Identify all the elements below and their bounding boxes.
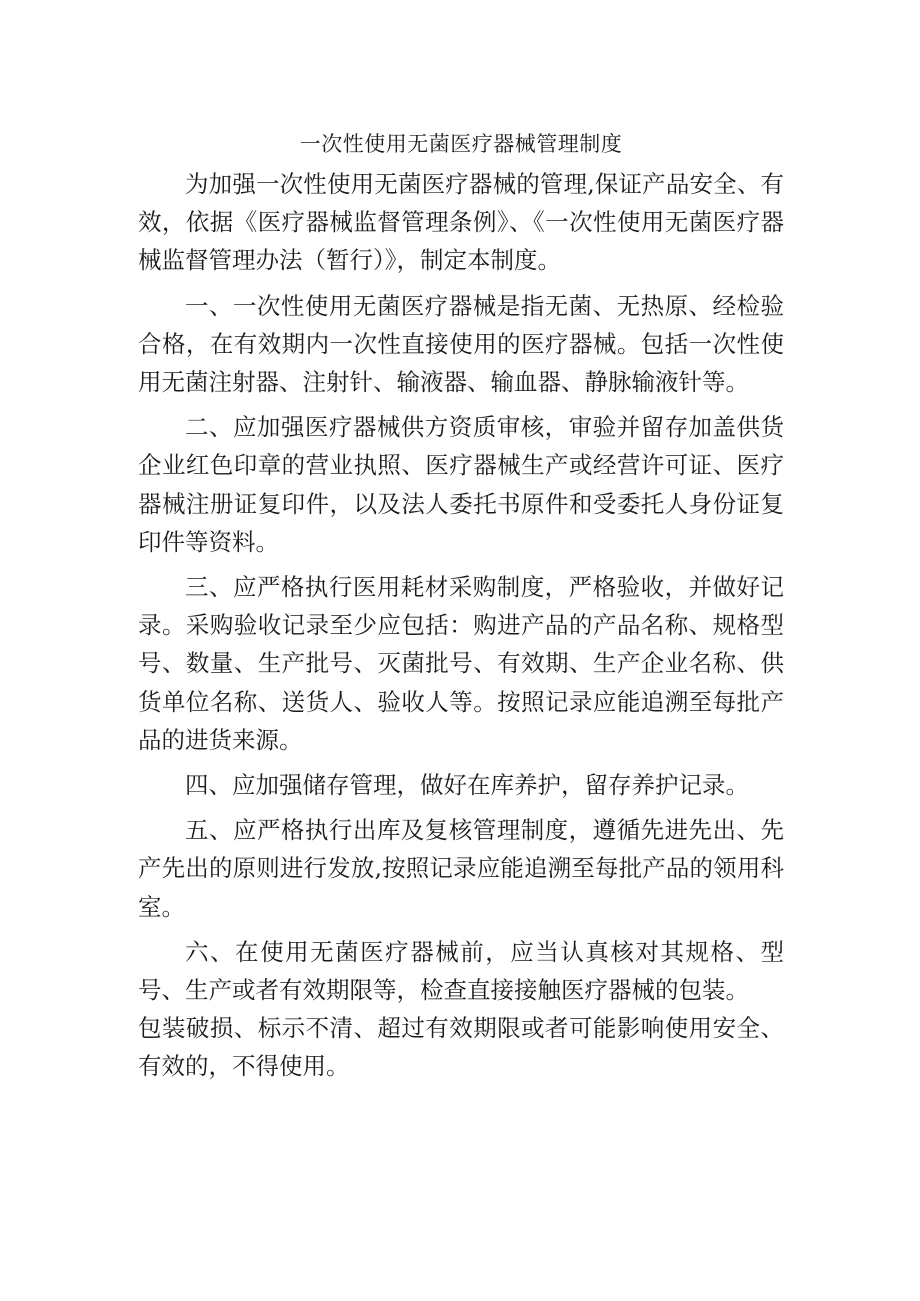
paragraph-1: 一、一次性使用无菌医疗器械是指无菌、无热原、经检验合格，在有效期内一次性直接使用的医疗器械。包括一次性使用无菌注射器、注射针、输液器、输血器、静脉输液针等。 xyxy=(138,291,784,397)
paragraph-6-continuation: 包装破损、标示不清、超过有效期限或者可能影响使用安全、有效的，不得使用。 xyxy=(138,1014,784,1081)
paragraph-4: 四、应加强储存管理，做好在库养护，留存养护记录。 xyxy=(185,771,749,800)
paragraph-3: 三、应严格执行医用耗材采购制度，严格验收，并做好记录。采购验收记录至少应包括：购进产品的产品名称、规格型号、数量、生产批号、灭菌批号、有效期、生产企业名称、供货单位名称、送货人、验收人等。按照记录应能追溯至每批产品的进货来源。 xyxy=(138,573,784,754)
document-title: 一次性使用无菌医疗器械管理制度 xyxy=(299,132,623,156)
paragraph-2: 二、应加强医疗器械供方资质审核，审验并留存加盖供货企业红色印章的营业执照、医疗器械生产或经营许可证、医疗器械注册证复印件，以及法人委托书原件和受委托人身份证复印件等资料。 xyxy=(138,413,784,556)
document-page xyxy=(138,125,784,1093)
paragraph-intro: 为加强一次性使用无菌医疗器械的管理,保证产品安全、有效，依据《医疗器械监督管理条例》、《一次性使用无菌医疗器械监督管理办法（暂行）》，制定本制度。 xyxy=(138,170,784,275)
paragraph-5: 五、应严格执行出库及复核管理制度，遵循先进先出、先产先出的原则进行发放,按照记录应能追溯至每批产品的领用科室。 xyxy=(138,816,784,921)
paragraph-6: 六、在使用无菌医疗器械前，应当认真核对其规格、型号、生产或者有效期限等，检查直接接触医疗器械的包装。 xyxy=(138,937,784,1005)
